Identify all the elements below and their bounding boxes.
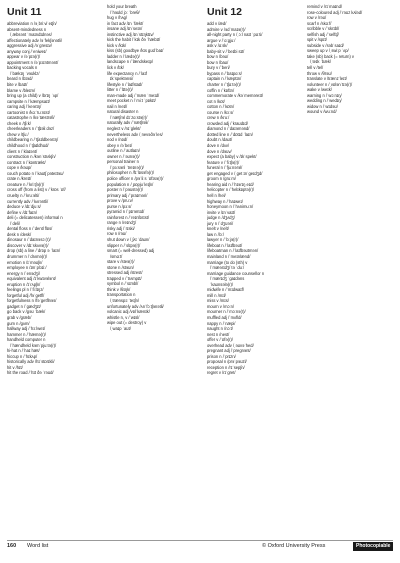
word-entry: law n /lɔː/ (207, 231, 225, 237)
word-entry: remind v /rɪˈmaɪnd/ (307, 4, 342, 9)
word-entry: crowded adj /ˈkraʊdɪd/ (207, 120, 248, 126)
word-list-column-3 (207, 21, 303, 376)
word-entry: litter n /ˈlɪtə(r)/ (107, 87, 133, 93)
word-entry: scarf n /skɑːf/ (307, 20, 332, 26)
word-entry: hug v /hʌɡ/ (107, 15, 128, 21)
word-entry: handheld computer n (7, 337, 46, 343)
word-entry: hearing aid n /ˈhɪərɪŋ eɪd/ (207, 181, 254, 187)
word-entry: baby-sit v /ˈbeɪbi sɪt/ (207, 48, 245, 54)
word-entry: mourn v /mɔːn/ (207, 303, 235, 309)
word-entry: deduce v /dɪˈdjuːs/ (7, 204, 41, 210)
word-entry: aggressive adj /əˈɡresɪv/ (7, 43, 52, 49)
word-entry: /ˈhændheld kəmˈpjuːtə(r)/ (10, 342, 57, 348)
word-entry: gum n /ɡʌm/ (7, 320, 30, 326)
word-entry: equivalent adj /ɪˈkwɪvələnt/ (7, 276, 56, 282)
word-entry: natural disaster n (107, 109, 139, 115)
word-entry: bury v /ˈberi/ (207, 65, 230, 71)
word-entry: groom n /ɡruːm/ (207, 176, 236, 182)
word-entry: client n /ˈklaɪənt/ (7, 148, 38, 154)
word-entry: wake v /weɪk/ (307, 87, 332, 93)
word-entry: ɪkˈspektənsi/ (110, 76, 134, 82)
word-entry: affectionately adv /əˈfekʃənətli/ (7, 37, 62, 43)
word-entry: prison n /ˈprɪzn/ (207, 353, 236, 359)
word-entry: personal trainer n (107, 159, 139, 165)
word-entry: philosopher n /fɪˈlɒsəfə(r)/ (107, 170, 154, 176)
word-entry: contract n /ˈkɒntrækt/ (7, 159, 46, 165)
word-entry: offer v /ˈɒfə(r)/ (207, 337, 233, 343)
word-entry: appear v /əˈpɪə(r)/ (7, 54, 41, 60)
word-entry: all-night party n /ˌɔːl naɪt ˈpɑːti/ (207, 32, 263, 38)
word-entry: admire v /ədˈmaɪə(r)/ (207, 26, 246, 32)
word-entry: /ˌwaɪp ˈaʊt/ (110, 325, 131, 331)
word-entry: cheerleaders n /ˈtʃɪəliːdəz/ (7, 126, 55, 132)
word-entry: charter n /ˈtʃɑːtə(r)/ (207, 82, 241, 88)
word-entry: cruelty n /ˈkruːəlti/ (7, 192, 40, 198)
word-entry: nest n /nest/ (207, 331, 230, 337)
word-entry: insane adj /ɪnˈseɪn/ (107, 26, 143, 32)
word-entry: /ˈpɜːsənl ˈtreɪnə(r)/ (110, 164, 144, 170)
word-entry: emotion n /ɪˈməʊʃn/ (7, 259, 43, 265)
word-entry: /ˈdeli/ (10, 220, 21, 226)
word-entry: marriage guidance counsellor n (207, 270, 265, 276)
word-entry: get engaged v /ˌɡet ɪnˈɡeɪdʒd/ (207, 170, 263, 176)
word-entry: employee n /ɪmˈplɔɪiː/ (7, 265, 47, 271)
word-entry: subside v /səbˈsaɪd/ (307, 42, 344, 48)
word-entry: reception n /rɪˈsepʃn/ (207, 364, 245, 370)
word-entry: absent-mindedness n (7, 26, 47, 32)
word-entry: hold your breath (107, 4, 137, 9)
photocopiable-badge: Photocopiable (353, 542, 393, 551)
word-entry: dental floss n /ˈdentl flɒs/ (7, 226, 53, 232)
word-entry: /ˌæbsənt ˈmaɪndɪdnəs/ (10, 32, 52, 38)
word-entry: forgetfulness n /fəˈɡetflnəs/ (7, 298, 57, 304)
word-entry: creature n /ˈkriːtʃə(r)/ (7, 181, 45, 187)
word-entry: commemorate v /kəˈmeməreɪt/ (207, 93, 264, 99)
word-entry: miss v /mɪs/ (207, 298, 229, 304)
word-entry: /ˈmærɪdʒ ˈɡaɪdəns (210, 276, 245, 282)
word-entry: /smɑːt/ (110, 253, 123, 259)
word-entry: think v /θɪŋk/ (107, 286, 131, 292)
word-entry: dotted line n /ˈdɒtɪd ˈlaɪn/ (207, 131, 253, 137)
word-entry: kick the habit /ˈkɪk ðə ˈhæbɪt/ (107, 37, 161, 43)
footer-divider (7, 540, 393, 541)
word-entry: row v /rəʊ/ (307, 15, 327, 21)
word-entry: ladder n /ˈlædə(r)/ (107, 53, 140, 59)
word-entry: beard n /bɪəd/ (7, 76, 33, 82)
word-entry: take (sb) back (= return) v (307, 53, 354, 59)
word-entry: tell v /tel/ (307, 65, 324, 71)
word-entry: chew v /tʃuː/ (7, 131, 29, 137)
word-entry: go back v /ɡəʊ ˈbæk/ (7, 309, 46, 315)
word-entry: in fact adv /ɪn ˈfækt/ (107, 20, 144, 26)
word-entry: argue v /ˈɑːɡjuː/ (207, 37, 236, 43)
unit-11-title: Unit 11 (7, 6, 42, 18)
word-entry: sweep up v /ˌswiːp ˈʌp/ (307, 48, 349, 54)
word-entry: /ˈmæərɪdʒ/ tə ˈduː/ (210, 265, 245, 271)
word-entry: anyway conj /ˈeniweɪ/ (7, 48, 47, 54)
word-entry: kiss (sb) goodbye /kɪs ɡʊdˈbaɪ/ (107, 48, 164, 54)
word-entry: blame v /bleɪm/ (7, 87, 36, 93)
word-entry: volcanic adj /vɒlˈkænɪk/ (107, 309, 150, 315)
word-entry: coffin n /ˈkɒfɪn/ (207, 87, 235, 93)
word-entry: landscape n /ˈlændskeɪp/ (107, 59, 154, 65)
word-entry: nail n /neɪl/ (107, 103, 128, 109)
word-entry: prove v /pruːv/ (107, 198, 133, 204)
word-entry: wound v /wuːnd/ (307, 109, 337, 115)
word-entry: obey v /əˈbeɪ/ (107, 142, 133, 148)
word-entry: outline n /ˈaʊtlaɪn/ (107, 148, 140, 154)
word-entry: crew n /kruː/ (207, 115, 230, 121)
word-entry: invite v /ɪnˈvaɪt/ (207, 209, 236, 215)
word-entry: hammer n /ˈhæmə(r)/ (7, 331, 46, 337)
word-entry: hallway adj /ˈhɔːlweɪ/ (7, 326, 46, 332)
word-entry: childhood n /ˈtʃaɪldhʊd/ (7, 143, 49, 149)
word-entry: wipe out (= destroy) v (107, 320, 147, 326)
word-entry: selfish adj /ˈselfɪʃ/ (307, 31, 339, 37)
word-entry: volunteer n /ˌvɒlənˈtɪə(r)/ (307, 81, 353, 87)
word-entry: stare v /steə(r)/ (107, 259, 135, 265)
word-entry: rainforest n /ˈreɪnfɒrɪst/ (107, 214, 150, 220)
word-entry: hell n /hel/ (207, 192, 226, 198)
word-entry: desk n /desk/ (7, 231, 32, 237)
word-entry: funeral n /ˈfjuːnərəl/ (207, 165, 243, 171)
word-entry: trapped v /ˈtrʌmpɪt/ (107, 275, 142, 281)
word-entry: bow n /baʊ/ (207, 59, 229, 65)
word-entry: range n /reɪndʒ/ (107, 220, 137, 226)
word-entry: energy n /ˈenədʒi/ (7, 270, 40, 276)
word-entry: man-made adj /ˈmæn ˈmeɪd/ (107, 92, 160, 98)
word-entry: warning n /ˈwɔːnɪŋ/ (307, 92, 342, 98)
word-entry: wedding n /ˈwedɪŋ/ (307, 98, 342, 104)
word-entry: cotton n /ˈkɒtn/ (207, 104, 235, 110)
word-entry: shut down v /ˌʃʌt ˈdaʊn/ (107, 236, 150, 242)
word-entry: midwife n /ˈmɪdwaɪf/ (207, 287, 245, 293)
word-entry: judge n /dʒʌdʒ/ (207, 215, 235, 221)
word-entry: nappy n /ˈnæpi/ (207, 320, 236, 326)
word-entry: mainland n /ˈmeɪnlænd/ (207, 253, 251, 259)
word-entry: hi-hat n /ˈhaɪ hæt/ (7, 348, 40, 354)
word-entry: naught n /nɔːt/ (207, 326, 233, 332)
word-entry: pyramid n /ˈpɪrəmɪd/ (107, 209, 145, 215)
word-entry: meet pocket n /ˈmiːt ˈpɒkɪt/ (107, 98, 156, 104)
word-entry: unfortunately adv /ʌnˈfɔːtʃənətli/ (107, 303, 164, 309)
word-entry: spit v /spɪt/ (307, 37, 327, 43)
word-entry: couch potato n /ˈkaʊtʃ pəteɪtəʊ/ (7, 170, 64, 176)
word-entry: ask v /ɑːsk/ (207, 43, 228, 49)
word-entry: overhead adv /ˌəʊvəˈhed/ (207, 342, 254, 348)
word-entry: captain n /ˈkæptɪn/ (207, 76, 242, 82)
word-entry: expect (a baby) v /ɪkˈspekt/ (207, 154, 257, 160)
word-entry: owner n /ˈəʊnə(r)/ (107, 153, 140, 159)
word-entry: abbreviation n /əˌbriːviˈeɪʃn/ (7, 21, 57, 26)
word-entry: bypass n /ˈbaɪpɑːs/ (207, 70, 242, 76)
word-entry: slipper n /ˈslɪpə(r)/ (107, 242, 141, 248)
word-entry: proposal n /prəˈpəʊzl/ (207, 359, 247, 365)
word-entry: hit the road /ˈhɪt ðə ˈrəʊd/ (7, 370, 54, 376)
word-entry: risky adj /ˈrɪski/ (107, 225, 135, 231)
word-entry: rose-coloured adj /ˈrəʊz kʌləd/ (307, 9, 363, 15)
word-entry: transportation n (107, 292, 136, 298)
word-entry: helicopter n /ˈhelɪkɒptə(r)/ (207, 187, 254, 193)
word-entry: childbearing n /ˈtʃaɪldbeərɪŋ/ (7, 137, 59, 143)
word-list-column-1 (7, 21, 103, 376)
word-entry: /ˈbækɪŋ ˈvəʊklz/ (10, 70, 40, 76)
word-entry: smart (= well-dressed) adj (107, 248, 155, 254)
word-entry: muffled adj /ˈmʌfld/ (207, 314, 242, 320)
word-entry: /ˈnætʃrəl dɪˈzɑːstə(r)/ (110, 114, 148, 120)
word-entry: hiccup n /ˈhɪkʌp/ (7, 353, 38, 359)
word-entry: widow n /ˈwɪdəʊ/ (307, 103, 338, 109)
word-entry: throw v /θrəʊ/ (307, 70, 332, 76)
word-entry: doubt n /daʊt/ (207, 137, 233, 143)
word-entry: diamond n /ˈdaɪəmənd/ (207, 126, 250, 132)
word-list-column-4 (307, 4, 400, 115)
word-entry: drop (sb) a line /ˈdrɒp ə ˈlaɪn/ (7, 248, 61, 254)
word-entry: symbol n /ˈsɪmbl/ (107, 281, 139, 287)
word-entry: marriage (to do (sth) v (207, 259, 248, 265)
word-entry: lawyer n /ˈlɔːjə(r)/ (207, 237, 239, 243)
word-entry: feature v /ˈfiːtʃə(r)/ (207, 159, 240, 165)
word-entry: highway n /ˈhaɪweɪ/ (207, 198, 243, 204)
unit-12-title: Unit 12 (207, 6, 243, 18)
word-entry: population n /ˌpɒpjuˈleɪʃn/ (107, 181, 154, 187)
footer-title: Word list (27, 543, 49, 549)
word-entry: hit v /hɪt/ (7, 364, 23, 370)
word-entry: forgetful adj /fəˈɡetfl/ (7, 292, 45, 298)
word-entry: cartoonist n /kɑːˈtuːnɪst/ (7, 109, 50, 115)
word-entry: /ˈhəʊld jɔː ˈbreθ/ (110, 9, 140, 15)
word-entry: currently adv /ˈkʌrəntli/ (7, 198, 49, 204)
word-entry: life expectancy n /ˈlaɪf (107, 70, 147, 76)
word-entry: pregnant adj /ˈpreɡnənt/ (207, 348, 251, 354)
word-entry: define v /dɪˈfaɪn/ (7, 209, 37, 215)
word-entry: drummer n /ˈdrʌmə(r)/ (7, 253, 48, 259)
word-entry: purse n /pɜːs/ (107, 203, 132, 209)
word-entry: cheek n /tʃiːk/ (7, 120, 31, 126)
word-entry: lifeboat n /ˈlaɪfbəʊt/ (207, 242, 243, 248)
word-entry: neglect v /nɪˈɡlekt/ (107, 126, 141, 132)
word-entry: row n /rəʊ/ (107, 231, 127, 237)
word-entry: construction n /kənˈstrʌkʃn/ (7, 154, 56, 160)
word-entry: appointment n /əˈpɔɪntmənt/ (7, 59, 59, 65)
copyright-notice: © Oxford University Press (262, 543, 326, 549)
word-entry: primary adj /ˈpraɪməri/ (107, 192, 148, 198)
word-entry: police officer n /pəˈliːs ˈɒfɪsə(r)/ (107, 175, 164, 181)
word-entry: deli (= delicatessen) informal n (7, 215, 63, 221)
word-entry: naturally adv /ˈnætʃrəli/ (107, 120, 149, 126)
word-entry: lick v /lɪk/ (107, 65, 124, 71)
word-entry: dinosaur n /ˈdaɪnəsɔː(r)/ (7, 237, 51, 243)
word-entry: stressed adj /strest/ (107, 270, 143, 276)
word-entry: /ˌteɪk ˈbæk/ (310, 59, 332, 65)
word-entry: bow n /bəʊ/ (207, 54, 229, 60)
word-entry: mourner n /ˈmɔːnə(r)/ (207, 309, 246, 315)
word-entry: instinctive adj /ɪnˈstɪŋktɪv/ (107, 31, 154, 37)
word-entry: bring up (a child) v /brɪŋ ˈʌp/ (7, 93, 59, 99)
page-number: 160 (7, 543, 17, 549)
word-entry: honeymoon n /ˈhʌnimuːn/ (207, 204, 254, 210)
word-entry: lifeboatman n /ˈlaɪfbəʊtmən/ (207, 248, 259, 254)
word-entry: eruption n /ɪˈrʌpʃn/ (7, 281, 41, 287)
word-entry: regret v /rɪˈɡret/ (207, 370, 236, 376)
word-entry: dove n /dʌv/ (207, 143, 230, 149)
word-entry: caring adj /ˈkeərɪŋ/ (7, 104, 42, 110)
word-entry: catastrophe n /kəˈtæstrəfi/ (7, 115, 55, 121)
word-entry: nod v /nɒd/ (107, 137, 128, 143)
word-list-column-2 (107, 4, 203, 331)
word-entry: knelt v /nelt/ (207, 226, 229, 232)
word-entry: bite v /baɪt/ (7, 82, 28, 88)
word-entry: campsite n /ˈkæmpsaɪt/ (7, 98, 50, 104)
word-entry: feelings pl n /ˈfiːlɪŋz/ (7, 287, 44, 293)
word-entry: /ˌtrænspɔːˈteɪʃn/ (110, 297, 139, 303)
word-entry: lifestyle n /ˈlaɪfstaɪl/ (107, 81, 143, 87)
word-entry: ˈkaʊnsələ(r)/ (210, 281, 234, 287)
word-entry: cot n /kɒt/ (207, 98, 225, 104)
word-entry: nevertheless adv /ˌnevəðəˈles/ (107, 131, 163, 137)
word-entry: scribble v /ˈskrɪbl/ (307, 26, 340, 32)
word-entry: gadget n /ˈɡædʒɪt/ (7, 303, 41, 309)
word-entry: add v /æd/ (207, 21, 227, 26)
word-entry: stone n /stəʊn/ (107, 264, 134, 270)
word-entry: dove n /dəʊv/ (207, 148, 232, 154)
word-entry: translate v /trænzˈleɪt/ (307, 76, 347, 82)
word-entry: grab v /ɡræb/ (7, 314, 32, 320)
word-entry: discover v /dɪˈskʌvə(r)/ (7, 242, 49, 248)
word-entry: jury n /ˈdʒʊəri/ (207, 220, 234, 226)
word-entry: mill n /mɪl/ (207, 292, 226, 298)
word-entry: crate n /kreɪt/ (7, 176, 32, 182)
word-entry: whistle n, v /ˈwɪsl/ (107, 314, 140, 320)
word-entry: course n /kɔːs/ (207, 109, 234, 115)
page-footer (0, 543, 400, 557)
word-entry: cross off (from a list) v /ˈkrɒs ˈɒf/ (7, 187, 66, 193)
word-entry: cope v /kəʊp/ (7, 165, 32, 171)
word-entry: historically adv /hɪˈstɒrɪkli/ (7, 359, 55, 365)
word-entry: backing vocals n (7, 65, 38, 71)
word-entry: kick v /kɪk/ (107, 42, 127, 48)
word-entry: poster n /ˈpəʊstə(r)/ (107, 187, 143, 193)
